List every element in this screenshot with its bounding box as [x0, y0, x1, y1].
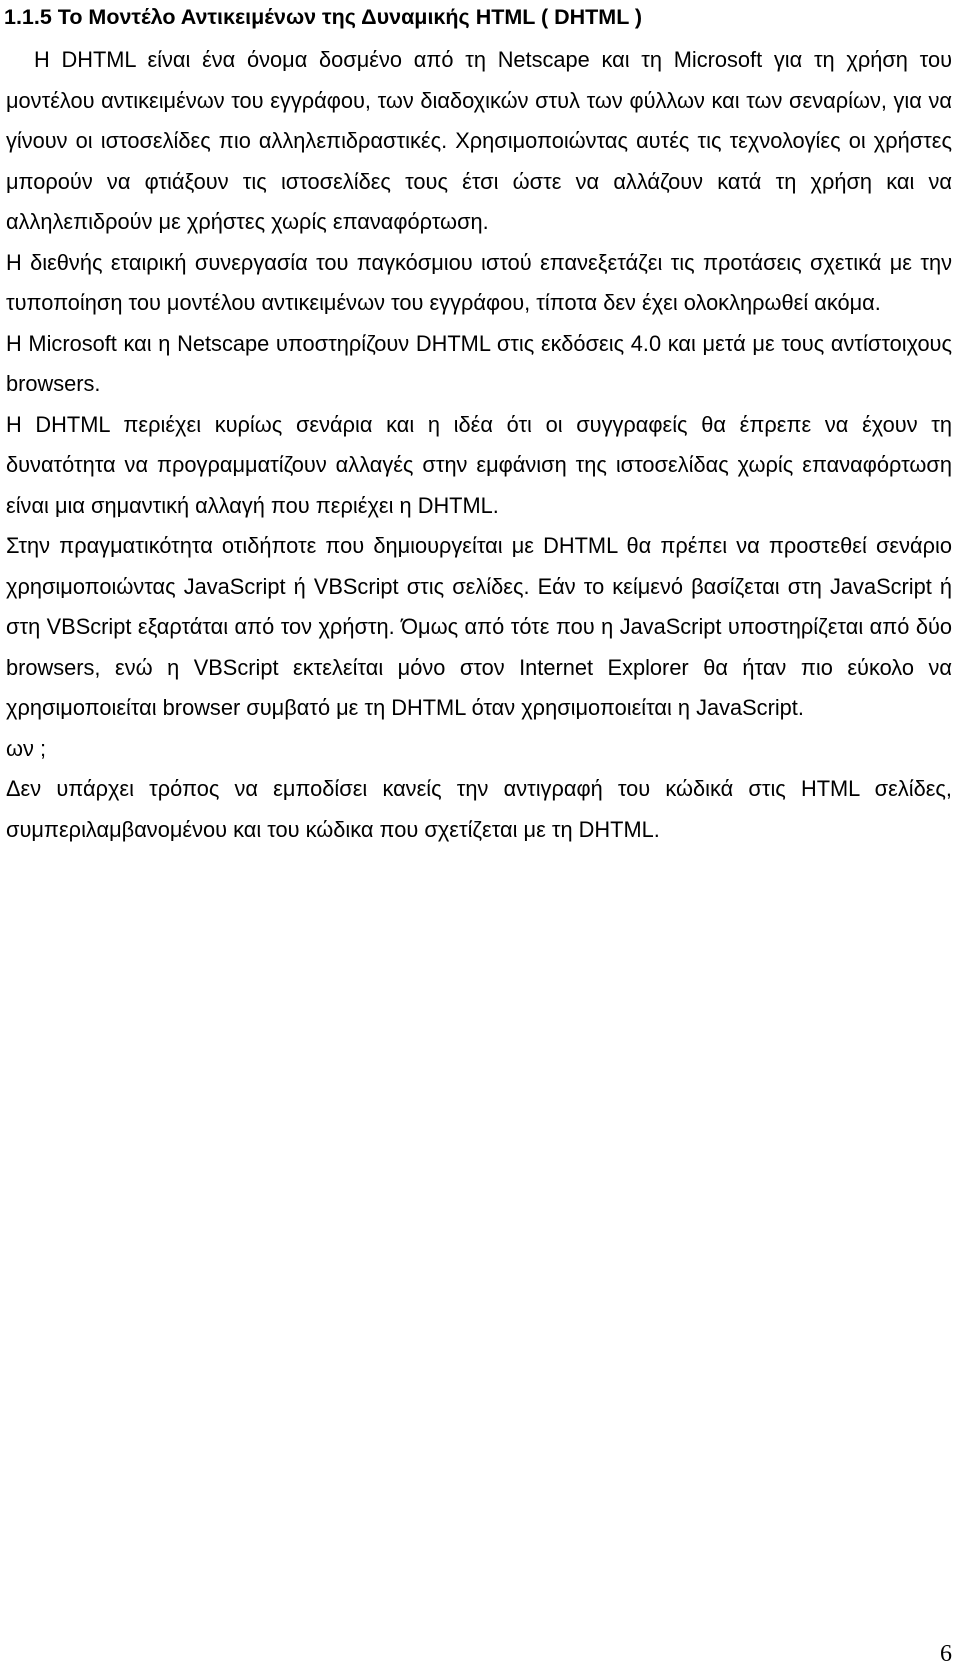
- page-number: 6: [940, 1641, 952, 1667]
- paragraph-fragment: ων ;: [6, 735, 47, 761]
- paragraph-browser-support: Η Microsoft και η Netscape υποστηρίζουν DHTML στις εκδόσεις 4.0 και μετά με τους αντίστοιχους browsers.: [6, 330, 952, 396]
- paragraph-scripting-idea: Η DHTML περιέχει κυρίως σενάρια και η ιδέα ότι οι συγγραφείς θα έπρεπε να έχουν τη δυνατότητα να προγραμματίζουν αλλαγές στην εμφάνιση της ιστοσελίδας χωρίς επαναφόρτωση είναι μια σημαντική αλλαγή που περιέχει η DHTML.: [6, 411, 952, 518]
- paragraph-dhtml-definition: Η DHTML είναι ένα όνομα δοσμένο από τη Netscape και τη Microsoft για τη χρήση του μοντέλου αντικειμένων του εγγράφου, των διαδοχικών στυλ των φύλλων και των σεναρίων, για να γίνουν οι ιστοσελίδες πιο αλληλεπιδραστικές. Χρησιμοποιώντας αυτές τις τεχνολογίες οι χρήστες μπορούν να φτιάξουν τις ιστοσελίδες τους έτσι ώστε να αλλάζουν κατά τη χρήση και να αλληλεπιδρούν με χρήστες χωρίς επαναφόρτωση.: [6, 47, 952, 234]
- body-text: [6, 40, 952, 850]
- paragraph-standardization: Η διεθνής εταιρική συνεργασία του παγκόσμιου ιστού επανεξετάζει τις προτάσεις σχετικά με την τυποποίηση του μοντέλου αντικειμένων του εγγράφου, τίποτα δεν έχει ολοκληρωθεί ακόμα.: [6, 249, 952, 315]
- paragraph-code-copying: Δεν υπάρχει τρόπος να εμποδίσει κανείς την αντιγραφή του κώδικά στις HTML σελίδες, συμπεριλαμβανομένου και του κώδικα που σχετίζεται με τη DHTML.: [6, 776, 952, 842]
- paragraph-javascript-vbscript: Στην πραγματικότητα οτιδήποτε που δημιουργείται με DHTML θα πρέπει να προστεθεί σενάριο χρησιμοποιώντας JavaScript ή VBScript στις σελίδες. Εάν το κείμενό βασίζεται στη JavaScript ή στη VBScript εξαρτάται από τον χρήστη. Όμως από τότε που η JavaScript υποστηρίζεται από δύο browsers, ενώ η VBScript εκτελείται μόνο στον Internet Explorer θα ήταν πιο εύκολο να χρησιμοποιείται browser συμβατό με τη DHTML όταν χρησιμοποιείται η JavaScript.: [6, 533, 952, 720]
- section-heading: 1.1.5 Το Μοντέλο Αντικειμένων της Δυναμικής HTML ( DHTML ): [4, 5, 643, 29]
